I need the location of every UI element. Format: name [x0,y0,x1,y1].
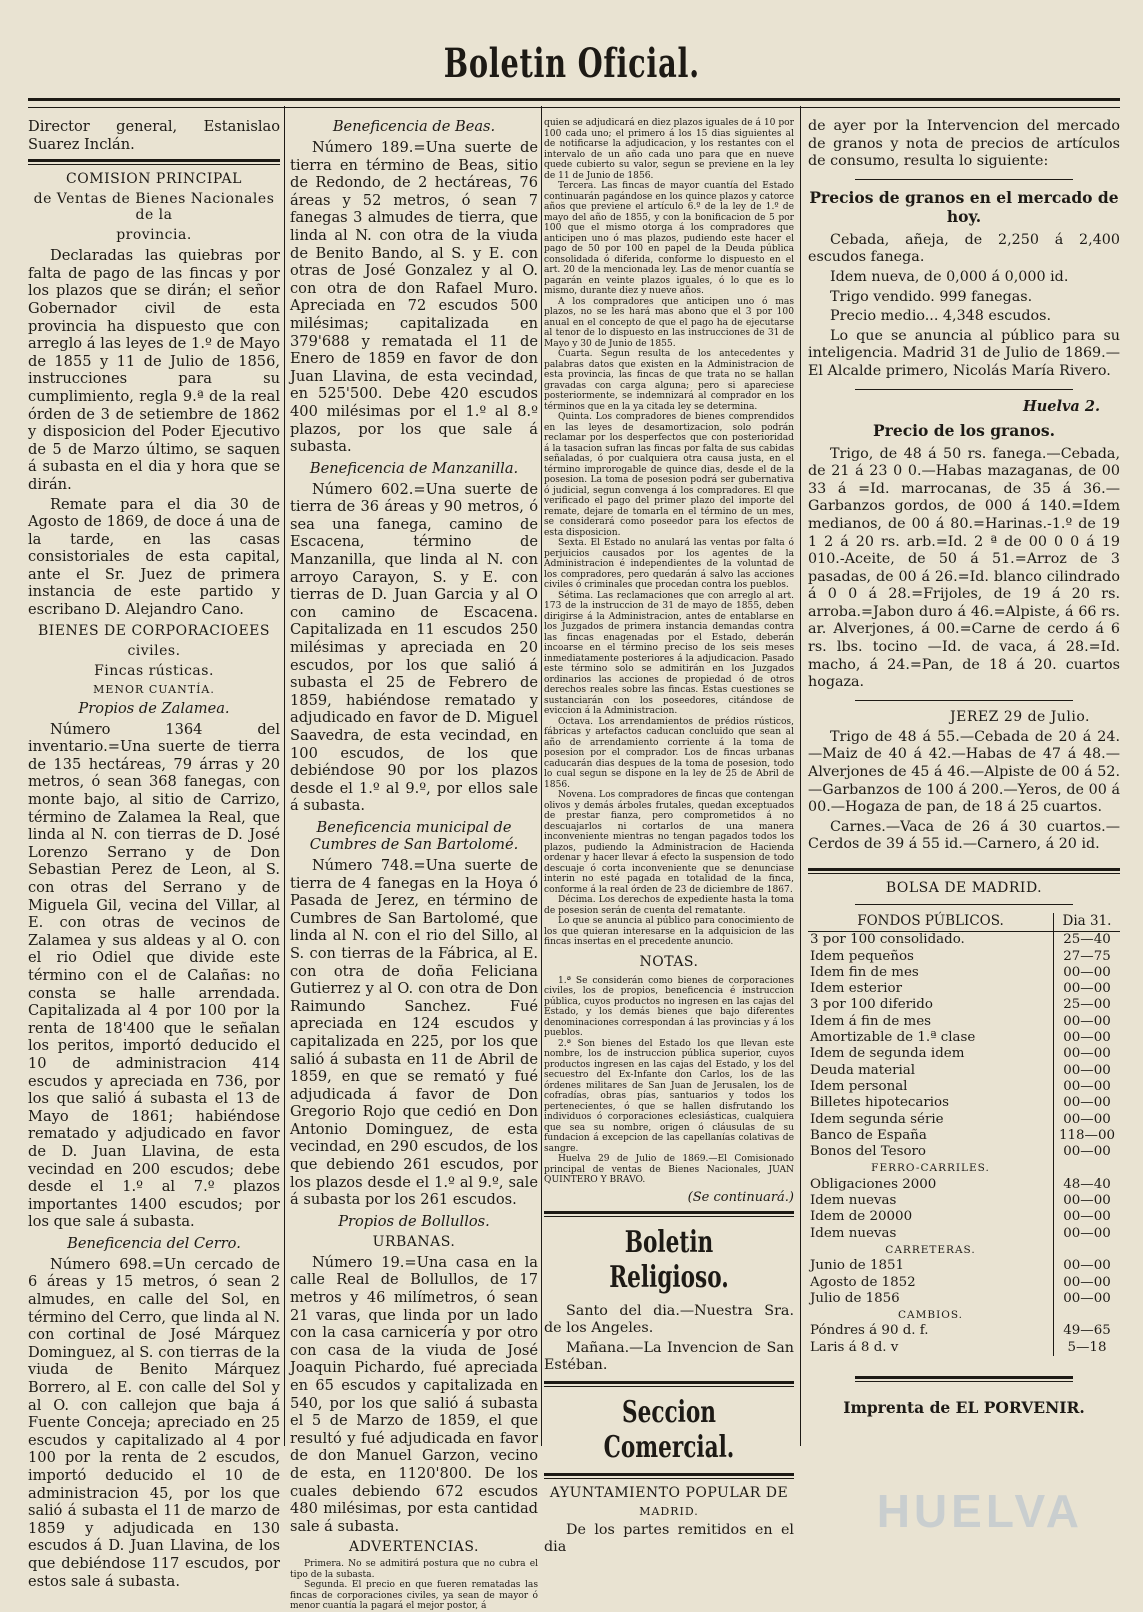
nota-1: 1.ª Se considerán como bienes de corporaciones civiles, los de propios, beneficencia é instruccion pública, cuyos productos no ingresen en las cajas del Estado, y los demás bienes que bajo diferentes denominaciones correspondan á las provincias y á los pueblos. [544,975,794,1038]
fondo-name: Agosto de 1852 [810,1274,916,1290]
precio-granos-heading: Precio de los granos. [873,420,1055,440]
jerez-prices: Trigo de 48 á 55.—Cebada de 20 á 24.—Maiz de 40 á 42.—Habas de 47 á 48.—Alverjones de 45 á 46.—Alpiste de 00 á 52.—Garbanzos de 100 á 200.—Yeros, de 00 á 00.—Hogaza de pan, de 18 á 25 cuartos. [808,728,1120,816]
numero-1364-paragraph: Número 1364 del inventario.=Una suerte de tierra de 135 hectáreas, 79 árras y 20 metros, ó sean 368 fanegas, con monte bajo, al sitio de Carrizo, término de Zalamea la Real, que linda al N. con tierras de D. José Lorenzo Serrano y de Don Sebastian Perez de Leon, al S. con otras del Serrano y de Miguela Gil, vecina del Villar, al E. con otras de vecinos de Zalamea y sus aldeas y al O. con el rio Odiel que divide este término con el de Calañas: no consta se halle arrendada. Capitalizada al 4 por 100 por la renta de 18'400 que le señalan los peritos, importó deducido el 10 de administracion 414 escudos y apreciada en 736, por los que salió á subasta el 13 de Mayo de 1861; habiéndose rematado y adjudicado en favor de D. Juan Llavina, de esta vecindad en 200 escudos; debe desde el 1.º al 7.º plazos importantes 1400 escudos; por los que sale á subasta. [28,720,280,1231]
madrid-announcement: Lo que se anuncia al público para su inteligencia. Madrid 31 de Julio de 1869.—El Alcalde primero, Nicolás María Rivero. [808,327,1120,379]
divider [544,1473,794,1479]
table-subheading: FERRO-CARRILES. [871,1162,990,1175]
table-row [808,1112,1120,1128]
fondo-name: Deuda material [810,1062,916,1078]
table-subheading-value-cell [1054,1160,1121,1176]
divider [855,1376,1073,1382]
fondo-name: Junio de 1851 [810,1258,905,1274]
intro-text: Director general, Estanislao Suarez Inclán. [28,118,280,153]
fondo-value: 25—00 [1054,997,1121,1013]
masthead [0,40,1143,87]
beneficencia-cerro-heading: Beneficencia del Cerro. [67,1234,241,1252]
boletin-religioso-heading: Boletin Religioso. [609,1224,729,1295]
fondos-table [808,913,1120,1356]
fondo-name: Idem fin de mes [810,964,919,980]
numero-602-paragraph: Número 602.=Una suerte de tierra de 36 áreas y 90 metros, ó sea una fanega, camino de Escacena, término de Manzanilla, que linda al N. con arroyo Carayon, S. y E. con tierras de D. Juan Garcia y al O con camino de Escacena. Capitalizada en 11 escudos 250 milésimas y apreciada en 20 escudos, por los que salió á subasta el 25 de Febrero de 1859, habiéndose rematado y adjudicado en favor de D. Miguel Saavedra, de esta vecindad, en 100 escudos, de los que debiéndose 90 por los plazos desde el 1.º al 9.º, por ellos sale á subasta. [290,480,538,815]
beneficencia-cumbres-heading: Beneficencia municipal de Cumbres de San Bartolomé. [309,818,519,853]
fondo-value: 00—00 [1054,1209,1121,1225]
fondo-name: Idem segunda série [810,1111,944,1127]
fondo-value: 00—00 [1054,1144,1121,1160]
propios-zalamea-heading: Propios de Zalamea. [78,699,230,717]
fondo-name: 3 por 100 diferido [810,997,933,1013]
column-divider [541,106,542,1446]
fondo-value: 00—00 [1054,981,1121,997]
advertencia-loquese: Lo que se anuncia al público para conocimiento de los que quieran interesarse en la adquisicion de las fincas insertas en el precedente anuncio. [544,916,794,947]
fondo-value: 00—00 [1054,1063,1121,1079]
fondo-value: 00—00 [1054,1014,1121,1030]
comercial-continuation: de ayer por la Intervencion del mercado de granos y nota de precios de artículos de consumo, resulta lo siguiente: [808,118,1120,170]
table-row [808,1014,1120,1030]
table-row [808,1258,1120,1274]
divider [28,159,280,165]
table-subheading-value-cell [1054,1307,1121,1323]
fondo-value: 00—00 [1054,1112,1121,1128]
fondo-name: Bonos del Tesoro [810,1144,926,1160]
precios-granos-heading: Precios de granos en el mercado de hoy. [809,187,1119,226]
table-subheading: CARRETERAS. [885,1243,976,1256]
fondo-value: 00—00 [1054,1095,1121,1111]
table-row [808,1340,1120,1356]
comision-heading: COMISION PRINCIPAL [66,171,242,188]
table-row [808,1079,1120,1095]
fondo-value: 25—40 [1054,932,1121,949]
beneficencia-beas-heading: Beneficencia de Beas. [332,118,496,135]
numero-19-paragraph: Número 19.=Una casa en la calle Real de Bollullos, de 17 metros y 46 milímetros, ó sean 21 varas, que linda por un lado con la casa carnicería y por otro con casa de la viuda de José Joaquin Pichardo, fué apreciada en 65 escudos y capitalizada en 540, por los que salió á subasta el 5 de Marzo de 1859, el que resultó y fué adjudicada en favor de don Manuel Garzon, vecino de esta, en 1120'800. De los cuales debiendo 672 escudos 480 milésimas, por esta cantidad sale á subasta. [290,1253,538,1535]
table-row [808,965,1120,981]
fondo-value: 49—65 [1054,1323,1121,1339]
column-3 [544,118,794,1592]
fondo-name: Banco de España [810,1127,927,1143]
menor-cuantia-heading: MENOR CUANTÍA. [93,682,215,696]
fondos-header: FONDOS PÚBLICOS. [808,913,1054,932]
advertencia-octava: Octava. Los arrendamientos de prédios rústicos, fábricas y artefactos caducan concluido que sean al año de arrendamiento corriente á la toma de posesion por el comprador. Los de fincas urbanas caducarán dias despues de la toma de posesion, todo lo cual segun se dispone en la ley de 25 de Abril de 1856. [544,716,794,790]
fondo-value: 00—00 [1054,1291,1121,1307]
column-4 [808,118,1120,1592]
dia-header: Dia 31. [1054,913,1121,932]
remate-paragraph: Remate para el dia 30 de Agosto de 1869, de doce á una de la tarde, en las casas consistoriales de esta capital, ante el Sr. Juez de primera instancia de este partido y escribano D. Alejandro Cano. [28,495,280,619]
fondo-value: 27—75 [1054,949,1121,965]
table-subheading-row [808,1242,1120,1258]
civiles-heading: civiles. [127,642,181,659]
notas-heading: NOTAS. [639,953,699,970]
fondo-name: Julio de 1856 [810,1290,900,1306]
table-row [808,1226,1120,1242]
advertencia-tercera: Tercera. Las fincas de mayor cuantía del Estado continuarán pagándose en los quince plazos y catorce años que previene el artículo 6.º de la ley de 1.º de mayo del año de 1855, y con la bonificacion de 5 por 100 que el mismo otorga á los compradores que anticipen uno ó mas plazos, pudiendo este hacer el pago de 50 por 100 en papel de la Deuda pública consolidada ó diferida, conforme lo dispuesto en el art. 20 de la mencionada ley. Las de menor cuantía se pagarán en veinte plazos iguales, ó lo que es lo mismo, durante diez y nueve años. [544,181,794,296]
divider [855,389,1073,390]
numero-748-paragraph: Número 748.=Una suerte de tierra de 4 fanegas en la Hoya ó Pasada de Jerez, en término de Cumbres de San Bartolomé, que linda al N. con el rio del Sillo, al S. con tierras de la Fábrica, al E. con otra de doña Feliciana Gutierrez y al O. con otra de Don Raimundo Sanchez. Fué apreciada en 124 escudos y capitalizada en 225, por los que salió á subasta en 11 de Abril de 1859, en que se remató y fué adjudicada á favor de Don Gregorio Rojo que cedió en Don Antonio Dominguez, de esta vecindad, en 290 escudos, de los que debiendo 261 escudos, por los plazos desde el 1.º al 9.º, sale á subasta por los 261 escudos. [290,856,538,1209]
column-divider [800,106,801,1446]
masthead-rule [28,98,1120,108]
table-row [808,1323,1120,1339]
column-1 [28,118,280,1592]
fondo-value: 00—00 [1054,1275,1121,1291]
fondo-name: Idem de segunda idem [810,1046,965,1062]
table-row [808,1063,1120,1079]
declaradas-paragraph: Declaradas las quiebras por falta de pago de las fincas y por los plazos que se dirán; el señor Gobernador civil de esta provincia ha dispuesto que con arreglo á las leyes de 1.º de Mayo de 1855 y 11 de Julio de 1856, instrucciones para su cumplimiento, regla 9.ª de la real órden de 3 de setiembre de 1862 y disposicion del Poder Ejecutivo de 5 de Marzo último, se saquen á subasta en el dia y hora que se dirán. [28,247,280,493]
table-row [808,1030,1120,1046]
masthead-title: Boletin Oficial. [443,40,700,87]
table-row [808,932,1120,949]
table-row [808,949,1120,965]
jerez-heading: JEREZ 29 de Julio. [950,708,1090,725]
fondo-value: 00—00 [1054,1079,1121,1095]
advertencia-anticipan: A los compradores que anticipen uno ó mas plazos, no se les hará mas abono que el 3 por 100 anual en el concepto de que el pago ha de ejecutarse al tenor de lo dispuesto en las instrucciones de 31 de Mayo y 30 de Junio de 1855. [544,296,794,349]
advertencia-segunda: Segunda. El precio en que fueren rematadas las fincas de corporaciones civiles, ya sean de mayor ó menor cuantía la pagará el mejor postor, á [290,1580,538,1612]
madrid-heading: MADRID. [639,1504,699,1518]
table-row [808,1177,1120,1193]
fondo-value: 48—40 [1054,1177,1121,1193]
divider [855,700,1073,701]
fondo-value: 00—00 [1054,1030,1121,1046]
table-row [808,1046,1120,1062]
table-row [808,997,1120,1013]
table-row [808,1128,1120,1144]
fondo-value: 00—00 [1054,1046,1121,1062]
comision-subheading-2: provincia. [116,227,192,244]
urbanas-heading: URBANAS. [372,1233,456,1250]
table-row [808,981,1120,997]
fondo-name: Amortizable de 1.ª clase [810,1030,976,1046]
divider [544,1211,794,1217]
partes-text: De los partes remitidos en el dia [544,1521,794,1556]
fondo-name: Idem de 20000 [810,1209,913,1225]
fondo-name: Idem á fin de mes [810,1013,932,1029]
table-subheading-row [808,1307,1120,1323]
beneficencia-manzanilla-heading: Beneficencia de Manzanilla. [309,459,519,477]
table-row [808,1144,1120,1160]
huelva-signature: Huelva 29 de Julio de 1869.—El Comisionado principal de ventas de Bienes Nacionales, JUAN QUINTERO Y BRAVO. [544,1154,794,1185]
fondo-name: Póndres á 90 d. f. [810,1323,929,1339]
idem-nueva-price: Idem nueva, de 0,000 á 0,000 id. [830,268,1069,285]
bolsa-heading: BOLSA DE MADRID. [885,880,1043,896]
fondo-name: Idem esterior [810,981,902,997]
advertencia-decima: Décima. Los derechos de expediente hasta la toma de posesion serán de cuenta del rematante. [544,895,794,916]
fondo-value: 00—00 [1054,965,1121,981]
cebada-price: Cebada, añeja, de 2,250 á 2,400 escudos fanega. [808,231,1120,266]
table-subheading: CAMBIOS. [898,1309,963,1322]
table-subheading-row [808,1160,1120,1176]
fondo-value: 00—00 [1054,1258,1121,1274]
divider [808,868,1120,874]
table-row [808,1095,1120,1111]
continuara-note: (Se continuará.) [687,1189,794,1205]
fondos-header-row [808,913,1120,932]
table-row [808,1275,1120,1291]
advertencia-primera: Primera. No se admitirá postura que no cubra el tipo de la subasta. [290,1559,538,1580]
numero-698-paragraph: Número 698.=Un cercado de 6 áreas y 15 metros, ó sean 2 almudes, en calle del Sol, en término del Cerro, que linda al N. con cortinal de José Márquez Dominguez, al S. con tierras de la viuda de Benito Márquez Borrero, al E. con calle del Sol y al O. con callejon que baja á Fuente Conceja; apreciado en 25 escudos y capitalizado al 4 por 100 por la renta de 2 escudos, importó deducido el 10 de administracion 45, por los que salió á subasta el 11 de marzo de 1859 y adjudicada en 130 escudos á D. Juan Llavina, de los que debiéndose 117 escudos, por estos sale á subasta. [28,1255,280,1590]
fondo-value: 118—00 [1054,1128,1121,1144]
fincas-heading: Fincas rústicas. [94,662,214,679]
fondo-name: Billetes hipotecarios [810,1095,949,1111]
advertencia-quinta: Quinta. Los compradores de bienes comprendidos en las leyes de desamortizacion, solo podrán reclamar por los desperfectos que con posterioridad á la tasacion sufran las fincas por falta de sus cabidas señaladas, ó por cualquiera otra causa justa, en el término improrogable de quince dias, desde el de la posesion. La toma de posesion podrá ser gubernativa ó judicial, segun convenga á los compradores. El que verificado el pago del primer plazo del importe del remate, dejare de tomarla en el término de un mes, se considerará como poseedor para los efectos de esta disposicion. [544,412,794,538]
advertencia-cuarta: Cuarta. Segun resulta de los antecedentes y palabras datos que existen en la Administracion de esta provincia, las fincas de que trata no se hallan gravadas con carga alguna; pero si apareciese posteriormente, se indemnizará al comprador en los términos que en la ya citada ley se determina. [544,349,794,412]
imprenta-line: Imprenta de EL PORVENIR. [843,1398,1085,1418]
fondo-name: Idem pequeños [810,948,914,964]
huelva-heading: Huelva 2. [1023,397,1100,415]
numero-189-paragraph: Número 189.=Una suerte de tierra en término de Beas, sitio de Redondo, de 2 hectáreas, 76 áreas y 52 metros, ó sean 7 fanegas 3 almudes de tierra, que linda al N. con otra de la viuda de Benito Bando, al S. y E. con otras de José Gonzalez y al O. con otra de don Rafael Muro. Apreciada en 72 escudos 500 milésimas; capitalizada en 379'688 y rematada el 11 de Enero de 1859 en favor de don Juan Llavina, de esta vecindad, en 525'500. Debe 420 escudos 400 milésimas por el 1.º al 8.º plazos, por los que sale á subasta. [290,139,538,456]
comision-subheading: de Ventas de Bienes Nacionales de la [33,191,275,224]
column-divider [284,106,285,1446]
santo-del-dia: Santo del dia.—Nuestra Sra. de los Angeles. [544,1302,794,1337]
propios-bollullos-heading: Propios de Bollullos. [338,1212,490,1230]
advertencia-continuation: quien se adjudicará en diez plazos iguales de á 10 por 100 cada uno; el primero á los 15 dias siguientes al de notificarse la adjudicacion, y los restantes con el intervalo de un año cada uno para que en nueve quede cubierto su valor, segun se previene en la ley de 11 de Junio de 1856. [544,118,794,181]
divider [855,179,1073,180]
advertencia-setima: Sétima. Las reclamaciones que con arreglo al art. 173 de la instruccion de 31 de mayo de 1855, deben dirigirse á la Administracion, antes de entablarse en los Juzgados de primera instancia demandas contra las fincas enagenadas por el Estado, deberán incoarse en el término preciso de los seis meses inmediatamente posteriores á la adjudicacion. Pasado este término solo se admitirán en los Juzgados ordinarios las acciones de propiedad ó de otros derechos reales sobre las fincas. Estas cuestiones se sustanciarán con los poseedores, citándose de eviccion á la Administracion. [544,590,794,716]
fondo-name: Laris á 8 d. v [810,1339,899,1355]
manana-text: Mañana.—La Invencion de San Estéban. [544,1339,794,1374]
precio-medio: Precio medio... 4,348 escudos. [830,308,1052,325]
advertencia-sexta: Sexta. El Estado no anulará las ventas por falta ó perjuicios causados por los agentes de la Administracion é independientes de la voluntad de los compradores, pero quedarán á salvo las acciones civiles ó criminales que procedan contra los pueblos. [544,538,794,590]
table-row [808,1193,1120,1209]
fondo-name: Obligaciones 2000 [810,1176,937,1192]
huelva-prices: Trigo, de 48 á 50 rs. fanega.—Cebada, de 21 á 23 0 0.—Habas mazaganas, de 00 33 á =Id. marrocanas, de 35 á 36.—Garbanzos gordos, de 000 á 140.=Idem medianos, de 00 á 80.=Harinas.-1.º de 19 1 2 á 20 rs. arb.=Id. 2 ª de 00 0 0 á 19 010.-Aceite, de 50 á 51.=Arroz de 3 pasadas, de 00 á 26.=Id. blanco cilindrado á 0 0 á 28.=Frijoles, de 19 á 20 rs. arroba.=Jabon duro á 46.=Alpiste, á 66 rs. ar. Alverjones, á 00.=Carne de cerdo á 6 rs. lbs. tocino —Id. de vaca, á 28.=Id. macho, á 24.=Pan, de 18 á 20. cuartos hogaza. [808,445,1120,691]
seccion-comercial-heading: Seccion Comercial. [603,1394,735,1465]
ayuntamiento-heading: AYUNTAMIENTO POPULAR DE [549,1484,789,1501]
table-row [808,1291,1120,1307]
fondo-value: 00—00 [1054,1226,1121,1242]
fondo-name: Idem nuevas [810,1193,897,1209]
fondo-value: 00—00 [1054,1193,1121,1209]
divider [855,904,1073,905]
advertencias-heading: ADVERTENCIAS. [349,1539,479,1556]
fondo-name: Idem personal [810,1078,908,1094]
table-subheading-value-cell [1054,1242,1121,1258]
advertencia-novena: Novena. Los compradores de fincas que contengan olivos y demás árboles frutales, quedan exceptuados de prestar fianza, pero comprometidos á no descuajarlos ni cortarlos de una manera inconveniente mientras no tengan pagados todos los plazos, pudiendo la Administracion de Hacienda ordenar y hacer llevar á efecto la suspension de todo descuaje ó corta inconveniente que se denunciase interin no esté pagada en totalidad de la finca, conforme á la real órden de 23 de diciembre de 1867. [544,790,794,895]
bienes-heading: BIENES DE CORPORACIOEES [38,622,270,639]
nota-2: 2.ª Son bienes del Estado los que llevan este nombre, los de instruccion pública superior, cuyos productos ingresen en las cajas del Estado, y los del secuestro del Ex-Infante don Carlos, los de las órdenes militares de San Juan de Jerusalen, los de cofradías, obras pías, santuarios y todos los pertenecientes, ó que se hallen disfrutando los individuos ó corporaciones eclesiásticas, cualquiera que sea su nombre, origen ó cláusulas de su fundacion á excepcion de las capellanías colativas de sangre. [544,1038,794,1154]
trigo-vendido: Trigo vendido. 999 fanegas. [830,288,1033,305]
fondo-name: Idem nuevas [810,1225,897,1241]
table-row [808,1209,1120,1225]
watermark-text: HUELVA [876,1485,1083,1537]
fondo-value: 5—18 [1054,1340,1121,1356]
fondo-name: 3 por 100 consolidado. [810,932,965,948]
divider [544,1381,794,1387]
column-2 [290,118,538,1612]
carnes-prices: Carnes.—Vaca de 26 á 30 cuartos.—Cerdos de 39 á 55 id.—Carnero, á 20 id. [808,818,1120,853]
